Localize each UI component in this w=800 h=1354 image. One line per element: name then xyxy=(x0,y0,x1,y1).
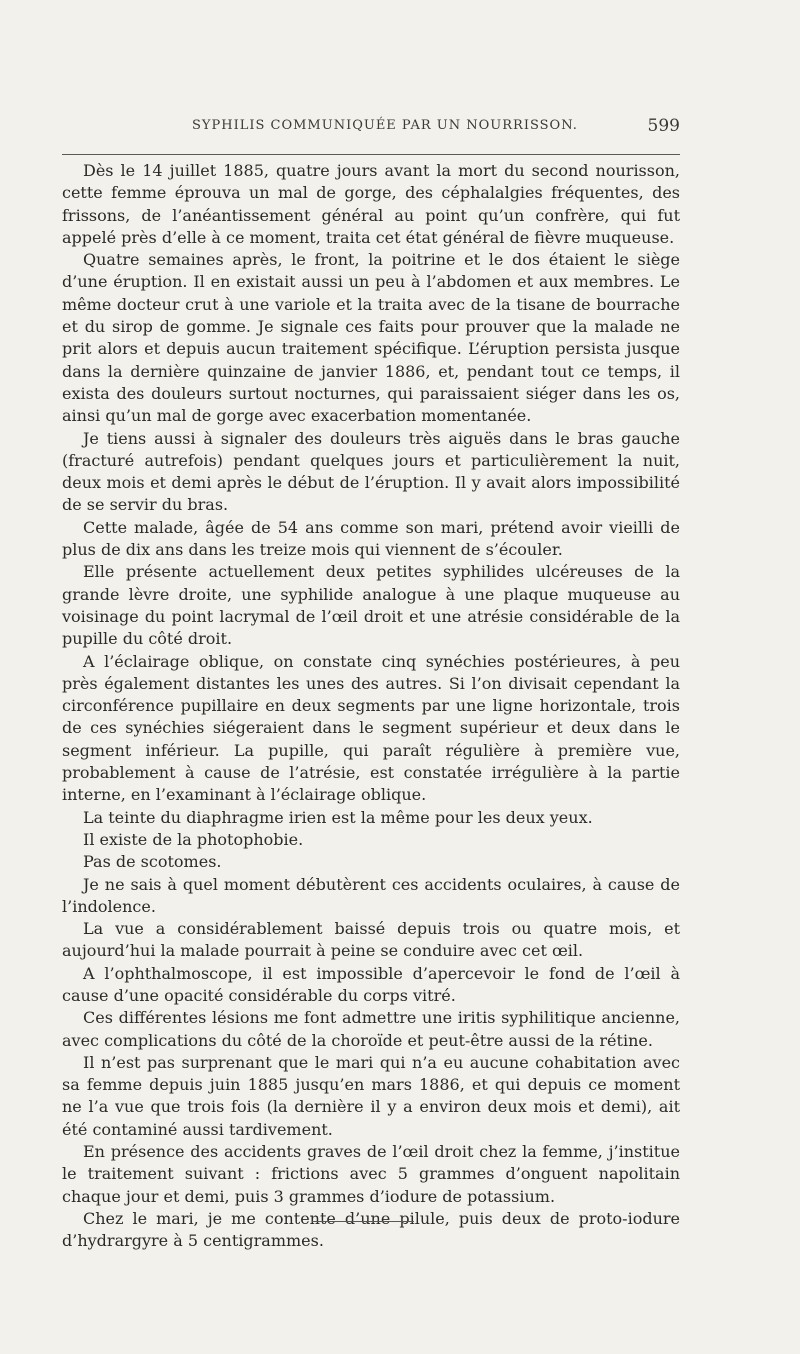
body-text xyxy=(62,160,680,1253)
paragraph: En présence des accidents graves de l’œil droit chez la femme, j’institue le traitement suivant : frictions avec 5 grammes d’onguent napolitain chaque jour et demi, puis 3 grammes d’iodure de potassium. xyxy=(62,1142,680,1206)
paragraph: Il existe de la photophobie. xyxy=(83,829,304,849)
paragraph: Il n’est pas surprenant que le mari qui n’a eu aucune cohabitation avec sa femme depuis juin 1885 jusqu’en mars 1886, et qui depuis ce moment ne l’a vue que trois fois (la dernière il y a environ deux mois et demi), ait été contaminé aussi tardivement. xyxy=(62,1052,680,1139)
end-rule xyxy=(312,1221,414,1222)
paragraph: Cette malade, âgée de 54 ans comme son mari, prétend avoir vieilli de plus de dix ans dans les treize mois qui viennent de s’écouler. xyxy=(62,517,680,560)
paragraph: Je tiens aussi à signaler des douleurs très aiguës dans le bras gauche (fracturé autrefois) pendant quelques jours et particulièrement la nuit, deux mois et demi après le début de l’éruption. Il y avait alors impossibilité de se servir du bras. xyxy=(62,428,680,515)
header-rule xyxy=(62,154,680,155)
paragraph: Quatre semaines après, le front, la poitrine et le dos étaient le siège d’une éruption. Il en existait aussi un peu à l’abdomen et aux membres. Le même docteur crut à une variole et la traita avec de la tisane de bourrache et du sirop de gomme. Je signale ces faits pour prouver que la malade ne prit alors et depuis aucun traitement spécifique. L’éruption persista jusque dans la dernière quinzaine de janvier 1886, et, pendant tout ce temps, il exista des douleurs surtout nocturnes, qui paraissaient siéger dans les os, ainsi qu’un mal de gorge avec exacerbation momentanée. xyxy=(62,250,680,426)
paragraph: La teinte du diaphragme irien est la même pour les deux yeux. xyxy=(83,807,593,827)
paragraph: Dès le 14 juillet 1885, quatre jours avant la mort du second nourisson, cette femme éprouva un mal de gorge, des céphalalgies fréquentes, des frissons, de l’anéantissement général au point qu’un confrère, qui fut appelé près d’elle à ce moment, traita cet état général de fièvre muqueuse. xyxy=(62,161,680,247)
paragraph: La vue a considérablement baissé depuis trois ou quatre mois, et aujourd’hui la malade pourrait à peine se conduire avec cet œil. xyxy=(62,919,680,961)
paragraph: Elle présente actuellement deux petites syphilides ulcéreuses de la grande lèvre droite, une syphilide analogue à une plaque muqueuse au voisinage du point lacrymal de l’œil droit et une atrésie considérable de la pupille du côté droit. xyxy=(62,562,680,649)
paragraph: Chez le mari, je me contente d’une pilule, puis deux de proto-iodure d’hydrargyre à 5 centigrammes. xyxy=(62,1208,680,1251)
paragraph: Ces différentes lésions me font admettre une iritis syphilitique ancienne, avec complications du côté de la choroïde et peut-être aussi de la rétine. xyxy=(62,1008,680,1050)
running-header xyxy=(62,118,680,142)
running-title: SYPHILIS COMMUNIQUÉE PAR UN NOURRISSON. xyxy=(192,118,578,133)
paragraph: Je ne sais à quel moment débutèrent ces accidents oculaires, à cause de l’indolence. xyxy=(62,874,680,916)
paragraph: A l’éclairage oblique, on constate cinq synéchies postérieures, à peu près également distantes les unes des autres. Si l’on divisait cependant la circonférence pupillaire en deux segments par une ligne horizontale, trois de ces synéchies siégeraient dans le segment supérieur et deux dans le segment inférieur. La pupille, qui paraît régulière à première vue, probablement à cause de l’atrésie, est constatée irrégulière à la partie interne, en l’examinant à l’éclairage oblique. xyxy=(62,651,680,805)
paragraph: A l’ophthalmoscope, il est impossible d’apercevoir le fond de l’œil à cause d’une opacité considérable du corps vitré. xyxy=(62,963,680,1005)
paragraph: Pas de scotomes. xyxy=(83,852,222,872)
page-number: 599 xyxy=(647,116,680,136)
